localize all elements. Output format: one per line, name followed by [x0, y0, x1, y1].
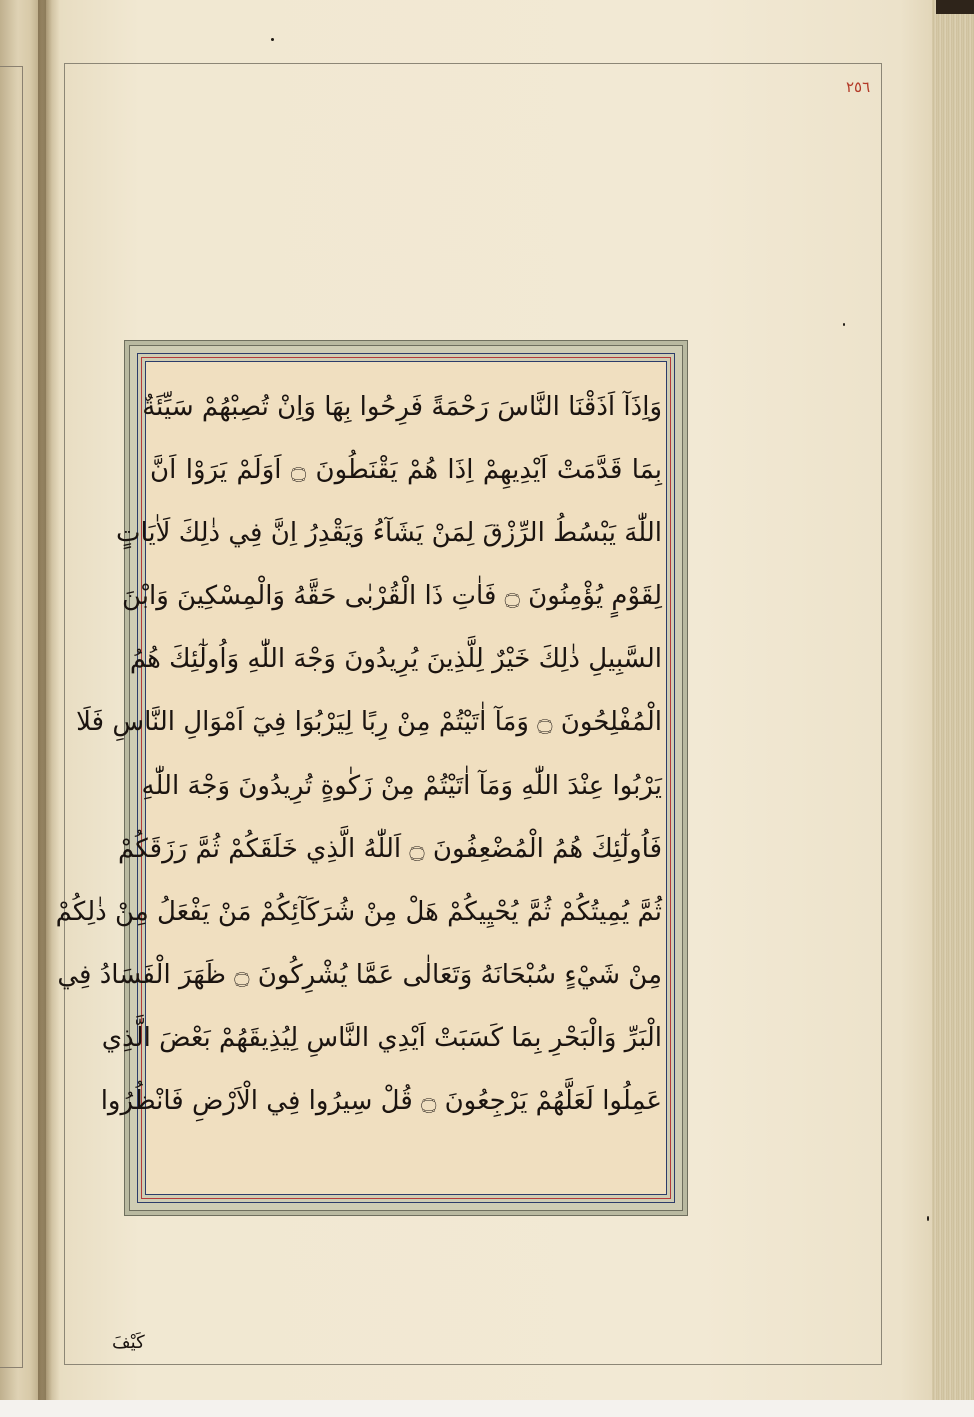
page-stack-edge	[932, 0, 974, 1417]
ink-speck	[843, 323, 845, 326]
binding-gutter	[38, 0, 52, 1417]
text-line: يَرْبُوا عِنْدَ اللّٰهِ وَمَآ اٰتَيْتُمْ مِنْ زَكٰوةٍ تُرِيدُونَ وَجْهَ اللّٰهِ	[141, 770, 662, 801]
ink-speck	[271, 38, 274, 41]
catchword: كَيْفَ	[112, 1332, 145, 1353]
text-line: فَاُولٰٓئِكَ هُمُ الْمُضْعِفُونَ ۝ اَللّٰهُ الَّذِي خَلَقَكُمْ ثُمَّ رَزَقَكُمْ	[118, 833, 662, 864]
folio-number: ٢٥٦	[846, 78, 871, 96]
text-line: مِنْ شَيْءٍ سُبْحَانَهُ وَتَعَالٰى عَمَّا يُشْرِكُونَ ۝ ظَهَرَ الْفَسَادُ فِي	[57, 959, 662, 990]
text-line: السَّبِيلِ ذٰلِكَ خَيْرٌ لِلَّذِينَ يُرِيدُونَ وَجْهَ اللّٰهِ وَاُولٰٓئِكَ هُمُ	[129, 644, 662, 675]
text-line: عَمِلُوا لَعَلَّهُمْ يَرْجِعُونَ ۝ قُلْ سِيرُوا فِي الْاَرْضِ فَانْظُرُوا	[100, 1086, 662, 1117]
page-stack-shadow	[936, 0, 974, 14]
ink-speck	[927, 1216, 929, 1221]
quran-text-block	[55, 370, 662, 1190]
text-line: وَاِذَآ اَذَقْنَا النَّاسَ رَحْمَةً فَرِحُوا بِهَا وَاِنْ تُصِبْهُمْ سَيِّئَةٌ	[142, 392, 662, 422]
text-line: الْبَرِّ وَالْبَحْرِ بِمَا كَسَبَتْ اَيْدِي النَّاسِ لِيُذِيقَهُمْ بَعْضَ الَّذِي	[101, 1022, 662, 1053]
text-line: بِمَا قَدَّمَتْ اَيْدِيهِمْ اِذَا هُمْ يَقْنَطُونَ ۝ اَوَلَمْ يَرَوْا اَنَّ	[150, 455, 662, 486]
scan-bottom-margin	[0, 1400, 974, 1417]
facing-page-rule-bottom	[0, 1367, 23, 1368]
facing-page-rule	[22, 66, 23, 1368]
text-line: الْمُفْلِحُونَ ۝ وَمَآ اٰتَيْتُمْ مِنْ رِبًا لِيَرْبُوَا فِيٓ اَمْوَالِ النَّاسِ فَلَا	[76, 707, 662, 738]
text-line: اللّٰهَ يَبْسُطُ الرِّزْقَ لِمَنْ يَشَآءُ وَيَقْدِرُ اِنَّ فِي ذٰلِكَ لَاٰيَاتٍ	[115, 518, 662, 549]
facing-page-rule-top	[0, 66, 23, 67]
text-line: لِقَوْمٍ يُؤْمِنُونَ ۝ فَاٰتِ ذَا الْقُرْبٰى حَقَّهُ وَالْمِسْكِينَ وَابْنَ	[121, 581, 662, 612]
text-line: ثُمَّ يُمِيتُكُمْ ثُمَّ يُحْيِيكُمْ هَلْ مِنْ شُرَكَآئِكُمْ مَنْ يَفْعَلُ مِنْ ذٰلِكُمْ	[55, 896, 662, 927]
